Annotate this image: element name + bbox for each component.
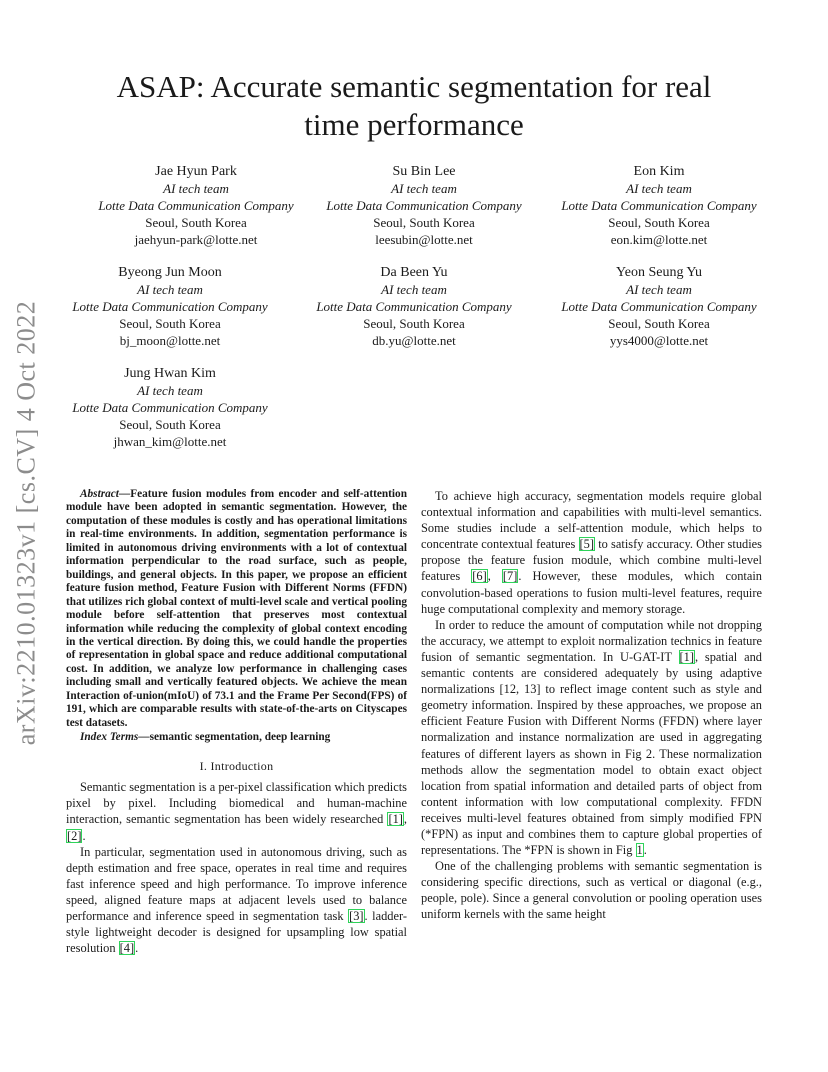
author-block-4 — [52, 264, 288, 349]
author-company: Lotte Data Communication Company — [326, 198, 522, 213]
author-name: Yeon Seung Yu — [616, 265, 702, 280]
author-email[interactable]: eon.kim@lotte.net — [610, 232, 708, 247]
paragraph-text: , — [403, 812, 407, 827]
index-terms-label: Index Terms — [80, 731, 139, 744]
paragraph-text: to satisfy accuracy. Other studies propose the feature fusion module, which combine multi-level features — [421, 537, 762, 584]
author-block-1 — [78, 163, 314, 248]
paragraph-text: . — [82, 828, 86, 843]
author-location: Seoul, South Korea — [145, 215, 247, 230]
paragraph-text: , spatial and semantic contents are considered adequately by using adaptive normalizations [12, 13] to reflect image content such as style and geometry information. Inspired by these approaches, we propose an efficient Feature Fusion with Different Norms (FFDN) where layer normalization and instance normalization are used in aggregating features of different layers as shown in Fig 2. These normalization methods allow the segmentation model to obtain exact object location from spatial information and detailed parts of object from content information with low computational complexity. FFDN receives multi-level features obtained from simply modified FPN (*FPN) as input and combines them to capture global properties of representations. The *FPN is shown in Fig — [421, 649, 762, 858]
paragraph-text: , — [487, 569, 502, 584]
right-paragraph-3 — [421, 858, 762, 922]
author-team: AI tech team — [137, 383, 203, 398]
citation-link[interactable]: [5] — [579, 537, 594, 552]
author-name: Da Been Yu — [380, 265, 448, 280]
abstract-label: Abstract — [80, 488, 119, 500]
arxiv-sidebar-stamp — [0, 288, 52, 758]
index-terms-text: —semantic segmentation, deep learning — [138, 731, 331, 744]
intro-paragraph-2 — [66, 844, 407, 957]
arxiv-identifier: arXiv:2210.01323v1 [cs.CV] 4 Oct 2022 — [11, 300, 40, 746]
author-block-2 — [306, 163, 542, 248]
author-name: Jae Hyun Park — [155, 164, 237, 179]
author-name: Su Bin Lee — [392, 164, 456, 179]
citation-link[interactable]: [1] — [388, 812, 403, 827]
citation-link[interactable]: [2] — [67, 828, 82, 843]
author-block-5 — [296, 264, 532, 349]
author-email[interactable]: bj_moon@lotte.net — [119, 333, 221, 348]
author-email[interactable]: yys4000@lotte.net — [609, 333, 709, 348]
paragraph-text: Semantic segmentation is a per-pixel classification which predicts pixel by pixel. Including biomedical and human-machine interaction, semantic segmentation has been widely researched — [66, 780, 407, 827]
abstract — [66, 488, 407, 730]
author-location: Seoul, South Korea — [119, 316, 221, 331]
right-column — [421, 488, 762, 923]
author-name: Jung Hwan Kim — [124, 366, 216, 381]
citation-link[interactable]: [3] — [349, 909, 364, 923]
abstract-text: —Feature fusion modules from encoder and self-attention module have been adopted in semantic segmentation. However, the computation of these modules is costly and has operational limitations in real-time environments. In addition, segmentation performance is limited in autonomous driving environments with a lot of contextual information perpendicular to the road surface, such as people, buildings, and general objects. In this paper, we propose an efficient feature fusion method, Feature Fusion with Different Norms (FFDN) that utilizes rich global context of multi-level scale and vertical pooling module before self-attention that preserves most contextual information while reducing the complexity of global context encoding in the vertical direction. By doing this, we could handle the properties of representation in global space and reduce additional computational cost. In addition, we analyze low performance in challenging cases including small and vertically featured objects. We achieve the mean Interaction of-union(mIoU) of 73.1 and the Frame Per Second(FPS) of 191, which are comparable results with state-of-the-arts on Cityscapes test datasets. — [66, 488, 407, 729]
author-location: Seoul, South Korea — [363, 316, 465, 331]
author-team: AI tech team — [626, 181, 692, 196]
author-location: Seoul, South Korea — [608, 215, 710, 230]
title-line-2: time performance — [304, 107, 524, 142]
citation-link[interactable]: [1] — [679, 649, 694, 664]
author-company: Lotte Data Communication Company — [72, 299, 268, 314]
citation-link[interactable]: [7] — [502, 569, 518, 584]
author-team: AI tech team — [137, 282, 203, 297]
author-team: AI tech team — [391, 181, 457, 196]
citation-link[interactable]: [6] — [472, 569, 487, 584]
author-location: Seoul, South Korea — [608, 316, 710, 331]
author-email[interactable]: jhwan_kim@lotte.net — [113, 434, 227, 449]
author-team: AI tech team — [626, 282, 692, 297]
paragraph-text: In particular, segmentation used in autonomous driving, such as depth estimation and free space, operates in real time and requires fast inference speed and high performance. To improve inference speed, aligned feature maps at adjacent levels used to balance performance and inference speed in segmentation task — [66, 844, 407, 923]
author-block-7 — [52, 365, 288, 450]
author-block-6 — [541, 264, 777, 349]
paragraph-text: . However, these modules, which contain convolution-based operations to fusion multi-level features, require huge computational complexity and memory storage. — [421, 569, 762, 616]
paper-title — [60, 68, 768, 144]
author-team: AI tech team — [381, 282, 447, 297]
index-terms — [66, 730, 407, 744]
author-team: AI tech team — [163, 181, 229, 196]
citation-link[interactable]: [4] — [119, 941, 135, 956]
author-block-3 — [541, 163, 777, 248]
paragraph-text: . — [135, 941, 139, 956]
author-name: Byeong Jun Moon — [118, 265, 222, 280]
paragraph-text: To achieve high accuracy, segmentation models require global contextual information and capabilities with multi-level semantics. Some studies include a self-attention module, which helps to concentrate contextual features — [421, 489, 762, 552]
left-column — [66, 488, 407, 956]
author-email[interactable]: db.yu@lotte.net — [372, 333, 456, 348]
author-email[interactable]: jaehyun-park@lotte.net — [134, 232, 258, 247]
author-location: Seoul, South Korea — [373, 215, 475, 230]
paragraph-text: One of the challenging problems with semantic segmentation is considering specific directions, such as vertical or diagonal (e.g., people, pole). Since a general convolution or pooling operation uses uniform kernels with the same height — [421, 859, 762, 922]
author-name: Eon Kim — [633, 164, 685, 179]
author-company: Lotte Data Communication Company — [316, 299, 512, 314]
author-email[interactable]: leesubin@lotte.net — [375, 232, 473, 247]
section-heading: I. Introduction — [199, 759, 274, 774]
figure-link[interactable]: 1 — [636, 843, 643, 858]
intro-paragraph-1 — [66, 779, 407, 843]
author-company: Lotte Data Communication Company — [72, 400, 268, 415]
author-company: Lotte Data Communication Company — [561, 198, 757, 213]
author-location: Seoul, South Korea — [119, 417, 221, 432]
paragraph-text: . — [643, 843, 647, 858]
right-paragraph-2 — [421, 617, 762, 858]
paragraph-text: In order to reduce the amount of computation while not dropping the accuracy, we attempt to exploit normalization technics in feature fusion of semantic segmentation. In U-GAT-IT — [421, 617, 762, 664]
right-paragraph-1 — [421, 488, 762, 617]
title-line-1: ASAP: Accurate semantic segmentation for real — [116, 69, 712, 104]
paragraph-text: . ladder-style lightweight decoder is designed for upsampling low spatial resolution — [66, 909, 407, 956]
author-company: Lotte Data Communication Company — [98, 198, 294, 213]
author-company: Lotte Data Communication Company — [561, 299, 757, 314]
